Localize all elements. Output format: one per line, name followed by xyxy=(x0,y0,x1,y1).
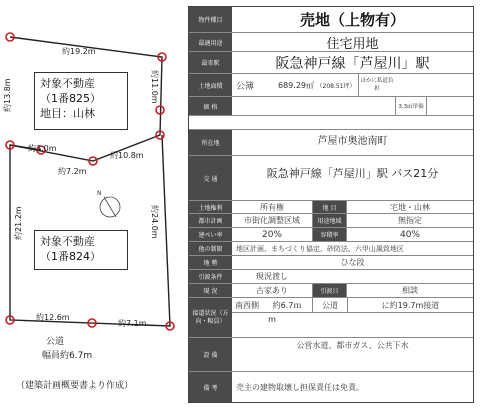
row-road-access xyxy=(189,298,473,338)
label: 物件種目 xyxy=(189,7,232,32)
road-unit: m xyxy=(268,315,276,324)
row-other-restrictions xyxy=(189,242,473,256)
dim-bottom-right: 約7.1m xyxy=(118,319,147,328)
sub-value: 相談 xyxy=(346,284,473,297)
row-land-area xyxy=(189,74,473,97)
dim-notch-mid: 約7.2m xyxy=(58,167,87,176)
label: 備 考 xyxy=(189,372,232,402)
value xyxy=(232,97,473,115)
label: 建ぺい率 xyxy=(189,228,232,241)
value xyxy=(232,228,473,241)
road-width: 約6.7ｍ xyxy=(272,300,302,310)
row-land-rights xyxy=(189,201,473,214)
value: 阪急神戸線「芦屋川」駅 xyxy=(275,55,430,72)
value-text: 市街化調整区域 xyxy=(244,216,300,225)
label: 価 格 xyxy=(189,97,232,115)
label: 現 況 xyxy=(189,284,232,297)
road-direction: 南西側 xyxy=(235,300,259,310)
dim-bottom-left: 約12.6m xyxy=(36,313,70,322)
row-delivery-terms xyxy=(189,270,473,284)
dim-notch-right: 約10.8m xyxy=(110,151,144,160)
box-lot-number: （1番824） xyxy=(40,250,101,263)
property-box-824 xyxy=(34,230,128,270)
site-plan xyxy=(0,0,185,409)
label: 地 勢 xyxy=(189,256,232,269)
value: ひな段 xyxy=(340,258,365,267)
property-info-table xyxy=(188,6,474,403)
value: 住宅用地 xyxy=(326,36,379,52)
private-road-label: ほかに私道負担 xyxy=(358,74,395,96)
value xyxy=(232,214,473,227)
label: 他の制限 xyxy=(189,242,232,255)
sub-value: 40% xyxy=(346,228,473,241)
road-label xyxy=(42,335,92,363)
row-city-planning xyxy=(189,214,473,228)
value xyxy=(232,201,473,213)
value: 地区計画、まちづくり協定、砂防法、六甲山風致地区 xyxy=(236,244,404,253)
value xyxy=(232,270,473,283)
area-kind: 公簿 xyxy=(236,81,255,92)
label: 都市計画 xyxy=(189,214,232,227)
label: 設 備 xyxy=(189,338,232,371)
sub-value: 無指定 xyxy=(346,214,473,227)
sub-label: 引渡日 xyxy=(312,284,346,297)
label: 土地面積 xyxy=(189,74,232,96)
road-frontage: に約19.7m接道 xyxy=(347,298,473,312)
svg-text:N: N xyxy=(97,190,102,197)
dim-right-upper: 約11.0m xyxy=(150,70,159,104)
label: 交 通 xyxy=(189,156,232,200)
area-tsubo: （208.51坪） xyxy=(316,82,356,90)
label: 引渡条件 xyxy=(189,270,232,283)
road-type: 公道 xyxy=(312,298,347,312)
value: 公営水道、都市ガス、公共下水 xyxy=(296,341,409,350)
row-best-use xyxy=(189,33,473,52)
row-terrain xyxy=(189,256,473,270)
sub-value: 宅地・山林 xyxy=(346,201,473,213)
row-property-type xyxy=(189,7,473,33)
value: 阪急神戸線「芦屋川」駅 バス21分 xyxy=(266,167,439,180)
box-lot-number: （1番825） xyxy=(40,92,101,105)
sub-label: 容積率 xyxy=(312,228,346,241)
value-text: 20% xyxy=(261,229,282,240)
row-facilities xyxy=(189,338,473,372)
label: 最寄駅 xyxy=(189,52,232,73)
property-box-825 xyxy=(34,72,128,130)
row-coverage-ratio xyxy=(189,228,473,242)
value: 売主の建物取壊し担保責任は免責。 xyxy=(236,382,364,392)
row-nearest-station xyxy=(189,52,473,74)
box-land-category: 地目：山林 xyxy=(40,107,95,120)
row-remarks xyxy=(189,372,473,402)
road-type: 公道 xyxy=(46,337,65,347)
road-width: 幅員約6.7m xyxy=(42,351,93,361)
dim-notch-left: 約3.0m xyxy=(28,144,57,153)
box-label: 対象不動産 xyxy=(40,77,95,90)
label: 所在地 xyxy=(189,130,232,155)
label: 接道状況（方向・幅員） xyxy=(189,298,232,337)
dim-right-lower: 約24.0m xyxy=(150,205,159,239)
value xyxy=(232,298,473,337)
value-text: 古家あり xyxy=(256,286,288,295)
area-value: 689.29㎡ xyxy=(278,80,314,90)
source-note: （建築計画概要書より作成） xyxy=(16,381,134,391)
row-spacer xyxy=(189,116,473,130)
label: 土地権利 xyxy=(189,201,232,213)
sub-label: 用途地域 xyxy=(312,214,346,227)
value-text: 所有権 xyxy=(260,202,284,212)
value xyxy=(232,284,473,297)
dim-left-upper: 約13.8m xyxy=(3,78,12,112)
dim-left-lower: 約21.2m xyxy=(14,206,23,240)
box-label: 対象不動産 xyxy=(40,235,95,248)
dim-top: 約19.2m xyxy=(62,47,96,56)
row-current-status xyxy=(189,284,473,298)
value: 芦屋市奥池南町 xyxy=(317,136,388,147)
row-price xyxy=(189,97,473,116)
value: 売地（上物有） xyxy=(299,11,405,29)
north-arrow-icon xyxy=(97,190,120,217)
value-text: 現況渡し xyxy=(256,272,288,281)
row-location xyxy=(189,130,473,156)
value xyxy=(232,74,473,96)
row-transport xyxy=(189,156,473,201)
unit-price-label: 3.3㎡単価 xyxy=(395,97,426,115)
sub-label: 地 目 xyxy=(312,201,346,213)
label: 最適用途 xyxy=(189,33,232,51)
